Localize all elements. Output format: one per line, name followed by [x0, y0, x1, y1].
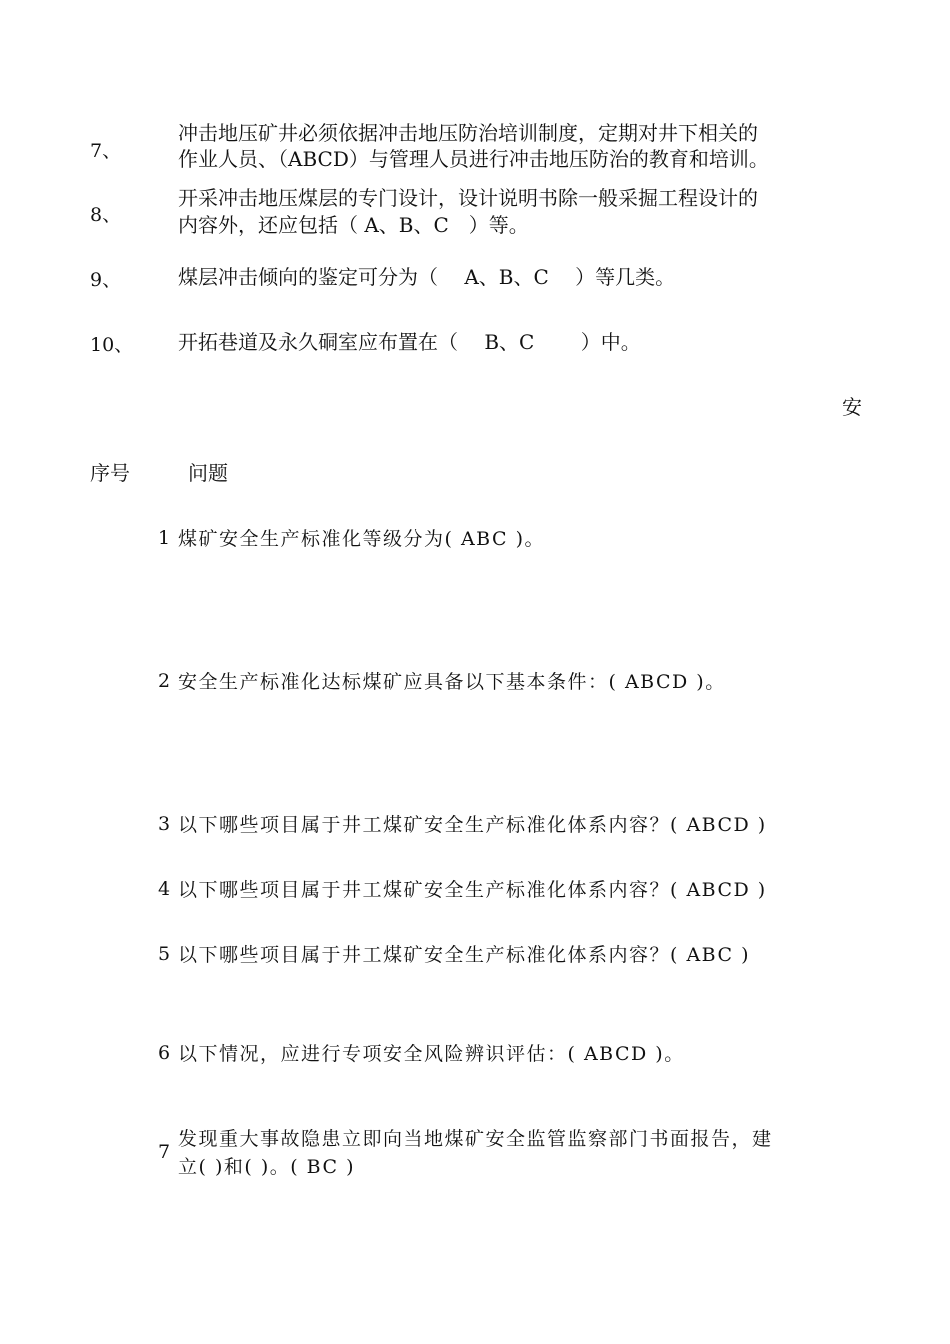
question-number: 10、: [90, 334, 134, 356]
question-text-line: 内容外，还应包括（ A、B、C ）等。: [178, 213, 529, 237]
question-number: 7、: [90, 140, 122, 162]
question-number: 3: [158, 813, 171, 835]
question-text-line: 立( )和( )。( BC ): [178, 1156, 355, 1178]
question-number: 2: [158, 670, 171, 692]
question-text-line: 作业人员、（ABCD）与管理人员进行冲击地压防治的教育和培训。: [178, 147, 769, 171]
question-text-line: 开采冲击地压煤层的专门设计，设计说明书除一般采掘工程设计的: [178, 186, 758, 210]
question-number: 7: [158, 1141, 171, 1163]
question-text-line: 以下哪些项目属于井工煤矿安全生产标准化体系内容？( ABC ): [178, 944, 750, 966]
question-text-line: 以下哪些项目属于井工煤矿安全生产标准化体系内容？( ABCD ): [178, 879, 767, 901]
question-text-line: 煤层冲击倾向的鉴定可分为（ A、B、C ）等几类。: [178, 265, 676, 289]
question-number: 9、: [90, 269, 122, 291]
question-number: 8、: [90, 204, 122, 226]
question-text-line: 煤矿安全生产标准化等级分为( ABC )。: [178, 528, 545, 550]
question-text-line: 开拓巷道及永久硐室应布置在（ B、C ）中。: [178, 330, 641, 354]
question-number: 5: [158, 943, 171, 965]
question-text-line: 以下哪些项目属于井工煤矿安全生产标准化体系内容？( ABCD ): [178, 814, 767, 836]
question-text-line: 以下情况，应进行专项安全风险辨识评估：( ABCD )。: [178, 1043, 685, 1065]
question-text-line: 安全生产标准化达标煤矿应具备以下基本条件：( ABCD )。: [178, 671, 726, 693]
section-heading-fragment: 安: [842, 395, 862, 419]
question-text-line: 冲击地压矿井必须依据冲击地压防治培训制度，定期对井下相关的: [178, 121, 758, 145]
header-col-number: 序号: [90, 461, 130, 485]
question-number: 4: [158, 878, 171, 900]
header-col-question: 问题: [188, 461, 228, 485]
question-text-line: 发现重大事故隐患立即向当地煤矿安全监管监察部门书面报告，建: [178, 1128, 773, 1150]
question-number: 6: [158, 1042, 171, 1064]
question-number: 1: [158, 527, 171, 549]
